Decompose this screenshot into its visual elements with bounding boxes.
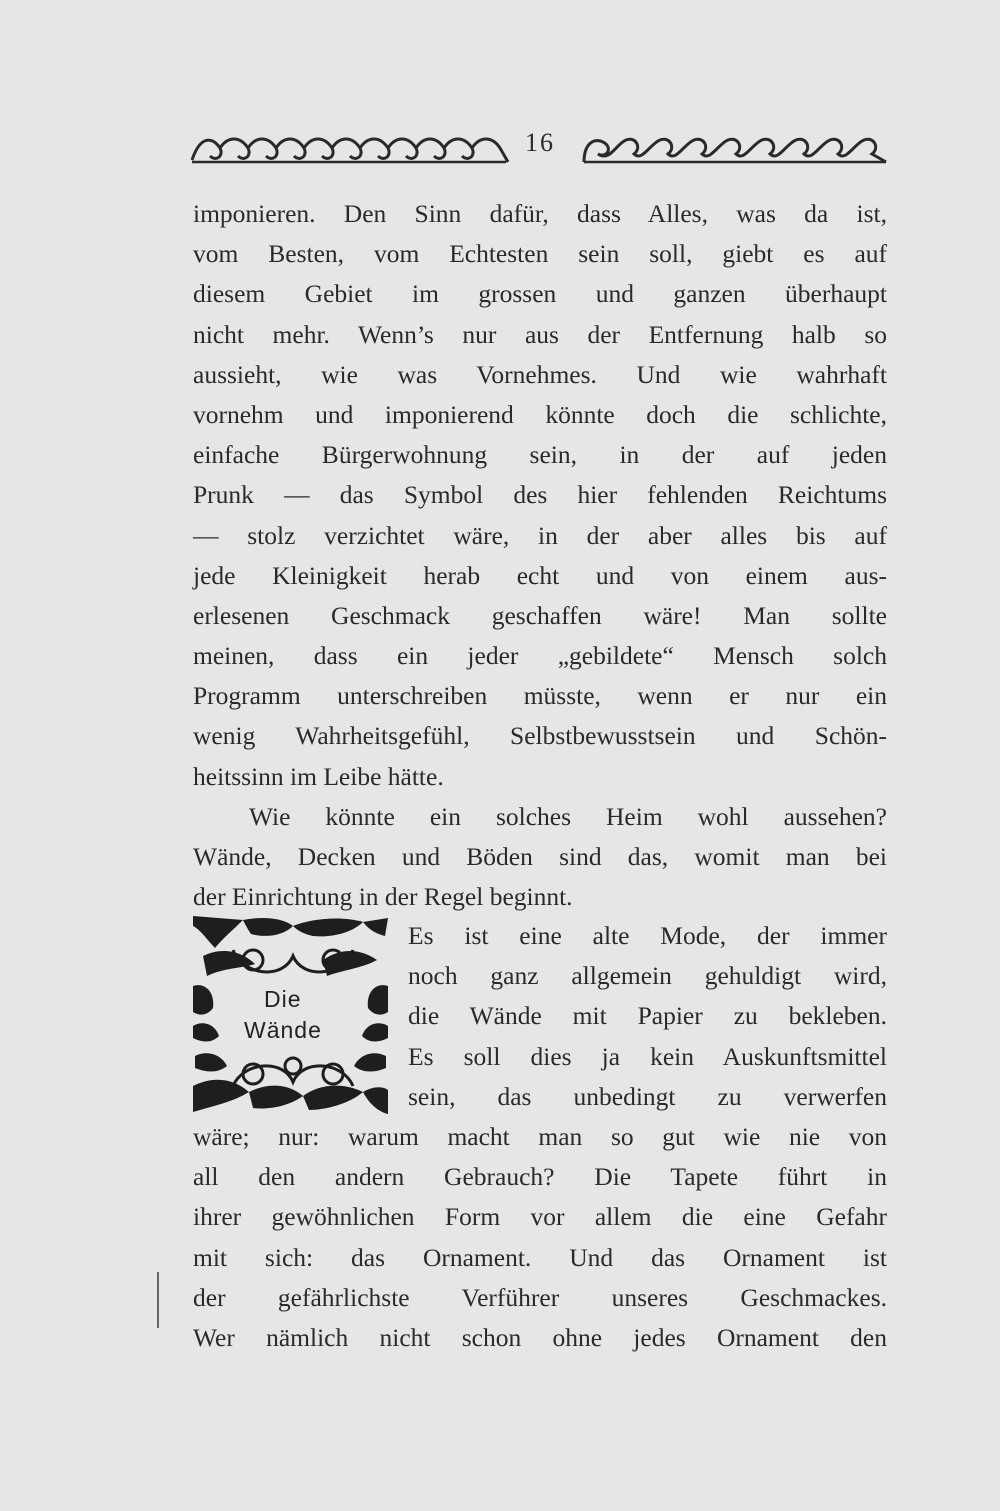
text-line: vornehm und imponierend könnte doch die schlichte, <box>193 399 887 429</box>
side-heading-line-2: Wände <box>241 1017 325 1044</box>
text-line: Programm unterschreiben müsste, wenn er nur ein <box>193 681 887 711</box>
text-line: meinen, dass ein jeder „gebildete“ Mensch solch <box>193 641 887 671</box>
side-heading-ornament <box>193 916 388 1116</box>
text-line: Wer nämlich nicht schon ohne jedes Ornament den <box>193 1322 887 1352</box>
text-line: wäre; nur: warum macht man so gut wie nie von <box>193 1122 887 1151</box>
paragraph-3-full <box>193 1117 887 1358</box>
text-line: wenig Wahrheitsgefühl, Selbstbewusstsein und Schön- <box>193 721 887 751</box>
ornament-frame <box>193 916 388 1116</box>
text-line: Wände, Decken und Böden sind das, womit man bei <box>193 842 887 872</box>
text-line: erlesenen Geschmack geschaffen wäre! Man sollte <box>193 600 887 630</box>
text-line: noch ganz allgemein gehuldigt wird, <box>408 961 887 991</box>
paragraph-2 <box>193 797 887 918</box>
paragraph-3-narrow <box>408 916 887 1117</box>
text-line: einfache Bürgerwohnung sein, in der auf jeden <box>193 440 887 470</box>
paragraph-1 <box>193 194 887 797</box>
text-line: vom Besten, vom Echtesten sein soll, giebt es auf <box>193 239 887 269</box>
text-line: aussieht, wie was Vornehmes. Und wie wahrhaft <box>193 359 887 389</box>
text-line: all den andern Gebrauch? Die Tapete führt in <box>193 1162 887 1192</box>
text-line: jede Kleinigkeit herab echt und von einem aus- <box>193 560 887 590</box>
text-line: Es soll dies ja kein Auskunftsmittel <box>408 1041 887 1071</box>
text-line: nicht mehr. Wenn’s nur aus der Entfernung halb so <box>193 319 887 349</box>
right-ornament-band <box>580 132 890 166</box>
text-line: Prunk — das Symbol des hier fehlenden Reichtums <box>193 480 887 510</box>
text-line: diesem Gebiet im grossen und ganzen überhaupt <box>193 279 887 309</box>
side-heading-line-1: Die <box>261 986 305 1013</box>
text-line: die Wände mit Papier zu bekleben. <box>408 1001 887 1031</box>
text-line: sein, das unbedingt zu verwerfen <box>408 1081 887 1111</box>
page-header <box>190 128 890 168</box>
text-line <box>193 797 887 837</box>
margin-pencil-mark <box>157 1272 159 1328</box>
left-ornament-band <box>190 132 510 166</box>
page-number: 16 <box>525 128 555 157</box>
text-line: — stolz verzichtet wäre, in der aber alles bis auf <box>193 520 887 550</box>
text-line: imponieren. Den Sinn dafür, dass Alles, was da ist, <box>193 199 887 228</box>
text-line: Es ist eine alte Mode, der immer <box>408 921 887 950</box>
text-line: der gefährlichste Verführer unseres Geschmackes. <box>193 1282 887 1312</box>
text-line: heitssinn im Leibe hätte. <box>193 761 444 791</box>
text-line: ihrer gewöhnlichen Form vor allem die eine Gefahr <box>193 1202 887 1232</box>
text-line-span: Wie könnte ein solches Heim wohl aussehen? <box>249 802 887 831</box>
text-line: mit sich: das Ornament. Und das Ornament ist <box>193 1242 887 1272</box>
text-line: der Einrichtung in der Regel beginnt. <box>193 882 573 912</box>
